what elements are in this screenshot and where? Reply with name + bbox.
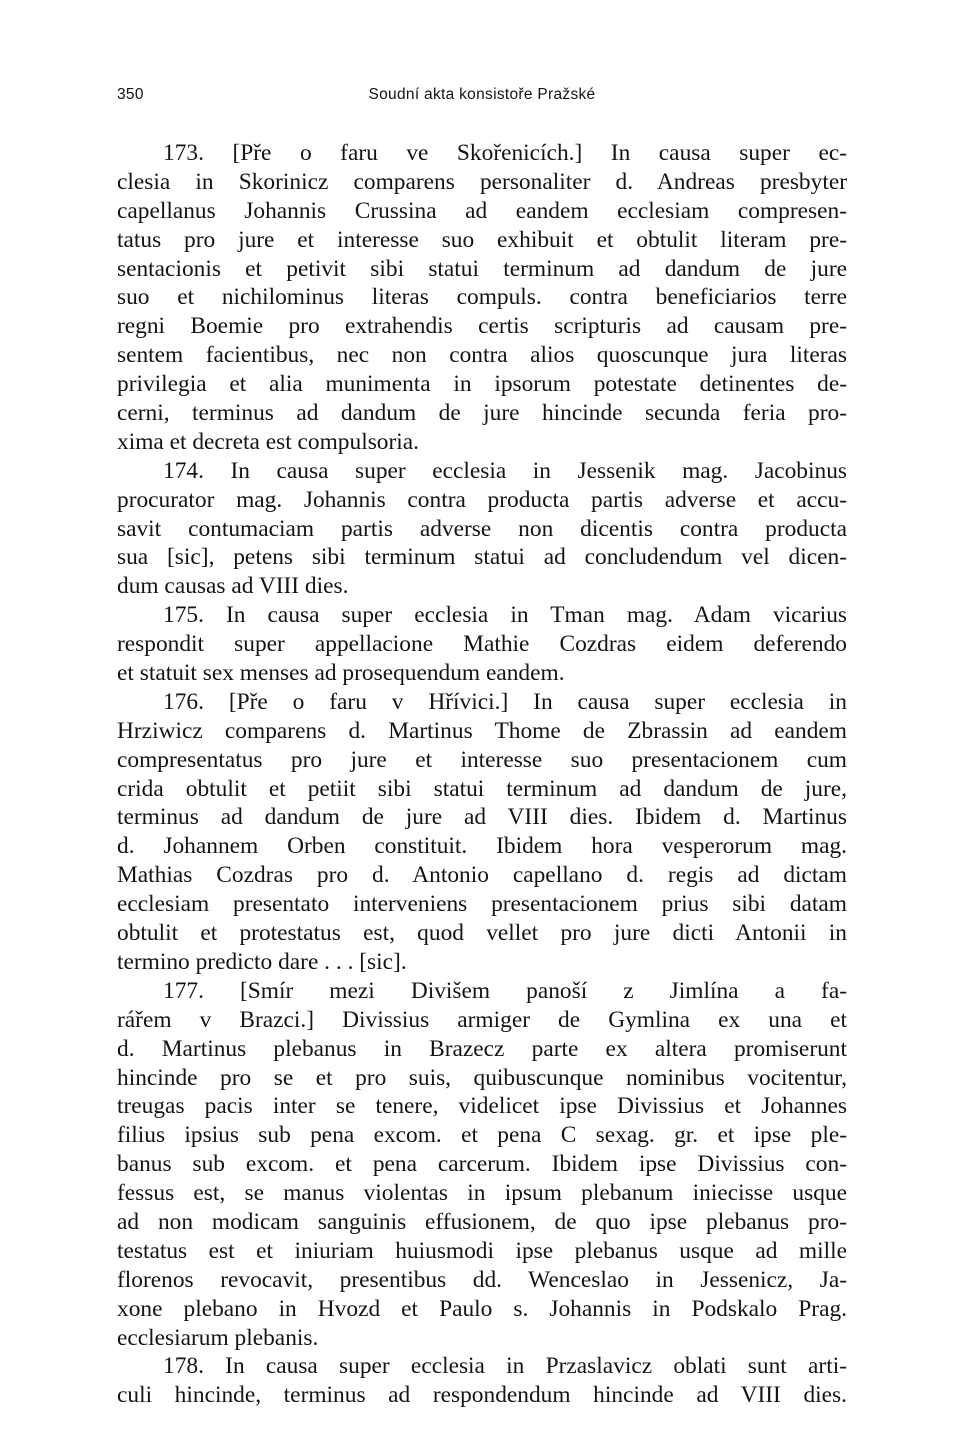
text-line: filius ipsius sub pena excom. et pena C sexag. gr. et ipse ple- [117, 1122, 847, 1149]
text-line: 176. [Pře o faru v Hřívici.] In causa super ecclesia in [163, 688, 847, 715]
text-line: hincinde pro se et pro suis, quibuscunque nominibus vocitentur, [117, 1064, 847, 1091]
page-number: 350 [117, 86, 144, 103]
text-line: obtulit et protestatus est, quod vellet pro jure dicti Antonii in [117, 920, 847, 947]
text-line: suo et nichilominus literas compuls. contra beneficiarios terre [117, 284, 847, 311]
text-line: ecclesiarum plebanis. [117, 1324, 319, 1351]
text-line: fessus est, se manus violentas in ipsum plebanum iniecisse usque [117, 1180, 847, 1207]
text-line: d. Johannem Orben constituit. Ibidem hora vesperorum mag. [117, 833, 847, 860]
text-line: crida obtulit et petiit sibi statui terminum ad dandum de jure, [117, 775, 847, 802]
text-line: 173. [Pře o faru ve Skořenicích.] In causa super ec- [163, 140, 847, 166]
text-line: ecclesiam presentato interveniens presentacionem prius sibi datam [117, 891, 847, 918]
text-line: rářem v Brazci.] Divissius armiger de Gymlina ex una et [117, 1006, 847, 1033]
text-line: terminus ad dandum de jure ad VIII dies. Ibidem d. Martinus [117, 804, 847, 831]
text-line: treugas pacis inter se tenere, videlicet ipse Divissius et Johannes [117, 1093, 847, 1120]
text-line: banus sub excom. et pena carcerum. Ibidem ipse Divissius con- [117, 1151, 847, 1178]
text-line: culi hincinde, terminus ad respondendum hincinde ad VIII dies. [117, 1382, 847, 1409]
text-line: procurator mag. Johannis contra producta partis adverse et accu- [117, 486, 847, 513]
text-line: cerni, terminus ad dandum de jure hincinde secunda feria pro- [117, 400, 847, 427]
text-line: sua [sic], petens sibi terminum statui ad concludendum vel dicen- [117, 544, 847, 571]
running-title: Soudní akta konsistoře Pražské [368, 86, 596, 103]
text-line: florenos revocavit, presentibus dd. Wenceslao in Jessenicz, Ja- [117, 1266, 847, 1293]
text-line: ad non modicam sanguinis effusionem, de quo ipse plebanus pro- [117, 1208, 847, 1235]
text-line: 175. In causa super ecclesia in Tman mag. Adam vicarius [163, 602, 847, 629]
text-line: testatus est et iniuriam huiusmodi ipse plebanus usque ad mille [117, 1237, 847, 1264]
text-line: 178. In causa super ecclesia in Przaslavicz oblati sunt arti- [163, 1353, 847, 1380]
text-line: clesia in Skorinicz comparens personaliter d. Andreas presbyter [117, 168, 847, 195]
text-line: savit contumaciam partis adverse non dicentis contra producta [117, 515, 847, 542]
text-line: Hrziwicz comparens d. Martinus Thome de Zbrassin ad eandem [117, 717, 847, 744]
text-line: capellanus Johannis Crussina ad eandem ecclesiam compresen- [117, 197, 847, 224]
text-line: 174. In causa super ecclesia in Jessenik mag. Jacobinus [163, 457, 847, 484]
text-line: et statuit sex menses ad prosequendum eandem. [117, 660, 565, 687]
text-line: regni Boemie pro extrahendis certis scripturis ad causam pre- [117, 313, 847, 340]
text-line: tatus pro jure et interesse suo exhibuit et obtulit literam pre- [117, 226, 847, 253]
text-line: dum causas ad VIII dies. [117, 573, 349, 600]
text-line: privilegia et alia munimenta in ipsorum potestate detinentes de- [117, 371, 847, 398]
running-head [117, 86, 847, 110]
text-line: 177. [Smír mezi Divišem panoší z Jimlína a fa- [163, 977, 847, 1004]
text-line: sentacionis et petivit sibi statui terminum ad dandum de jure [117, 255, 847, 282]
text-line: compresentatus pro jure et interesse suo presentacionem cum [117, 746, 847, 773]
text-line: respondit super appellacione Mathie Cozdras eidem deferendo [117, 631, 847, 658]
text-line: sentem facientibus, nec non contra alios quoscunque jura literas [117, 342, 847, 369]
text-line: termino predicto dare . . . [sic]. [117, 948, 407, 975]
text-line: xone plebano in Hvozd et Paulo s. Johannis in Podskalo Prag. [117, 1295, 847, 1322]
body-text [117, 139, 847, 1410]
text-line: d. Martinus plebanus in Brazecz parte ex altera promiserunt [117, 1035, 847, 1062]
text-line: xima et decreta est compulsoria. [117, 428, 420, 455]
text-line: Mathias Cozdras pro d. Antonio capellano d. regis ad dictam [117, 862, 847, 889]
